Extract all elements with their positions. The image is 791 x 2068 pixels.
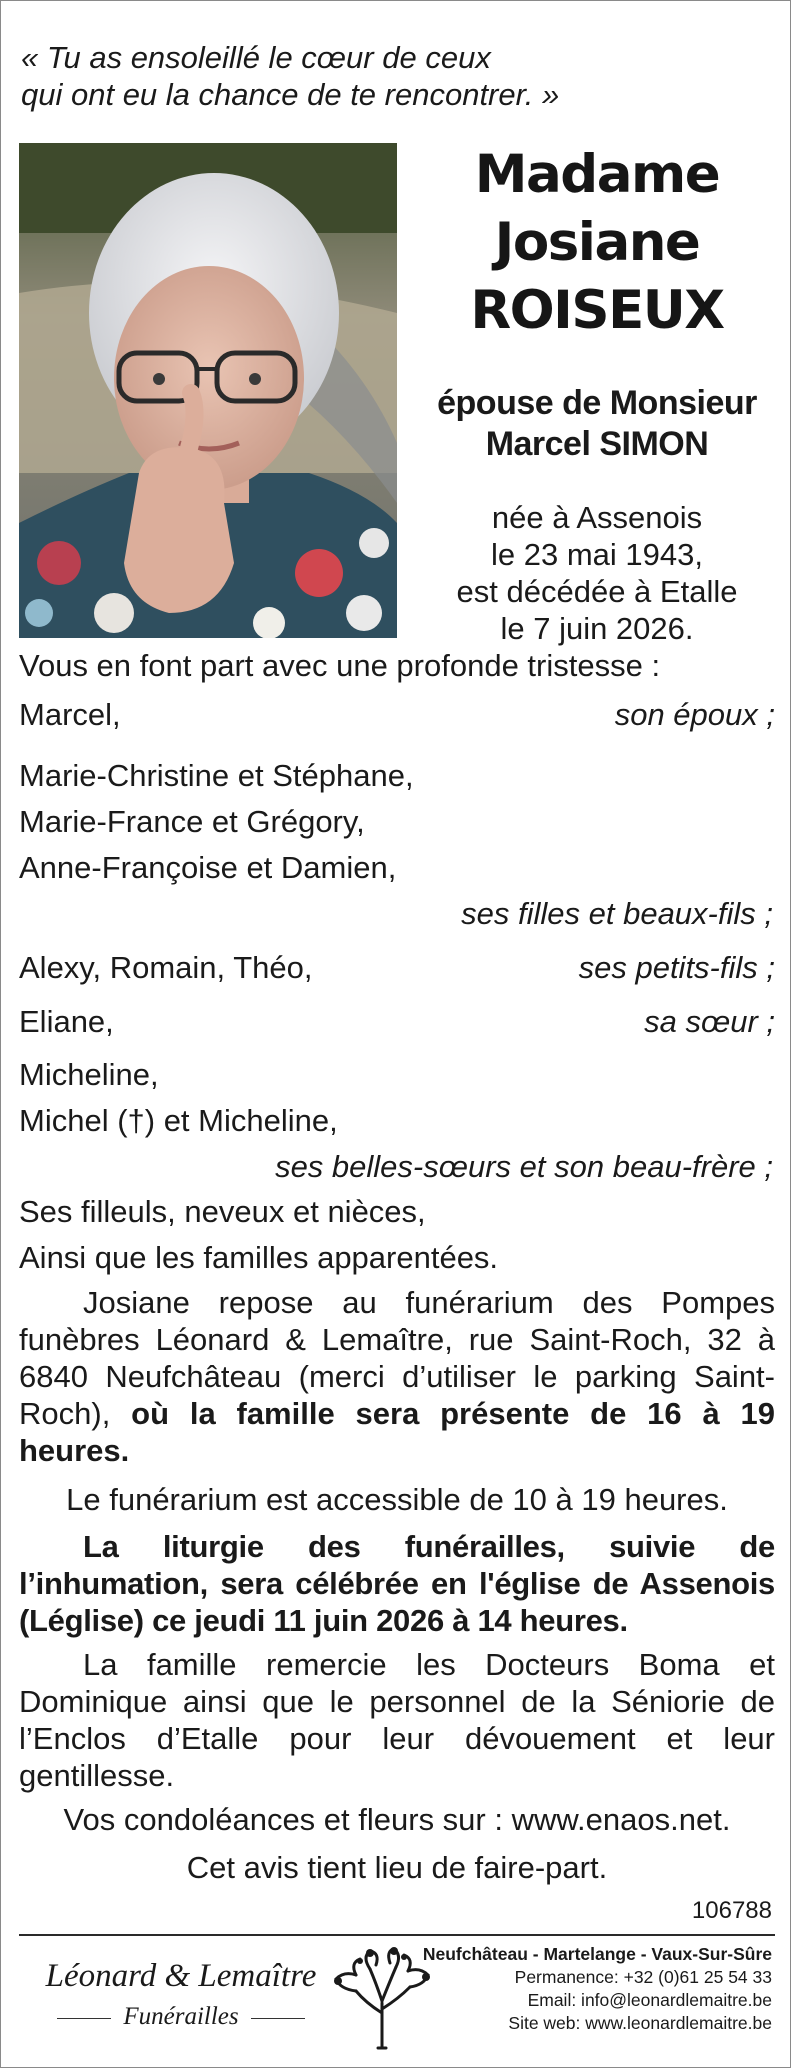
condolences-line: Vos condoléances et fleurs sur : www.enaos.net. <box>63 1802 731 1837</box>
husband-name: Marcel, <box>19 697 121 732</box>
brand-subtitle: Funérailles <box>31 2002 331 2032</box>
contact-website: Site web: www.leonardlemaitre.be <box>508 2013 772 2033</box>
reference-number: 106788 <box>691 1897 772 1924</box>
family-others-1: Ses filleuls, neveux et nièces, <box>19 1194 426 1229</box>
deceased-title: Madame <box>474 144 720 205</box>
family-daughters-2: Marie-France et Grégory, <box>19 804 365 839</box>
visitation-text: Josiane repose au funérarium des Pompes funèbres Léonard & Lemaître, rue Saint-Roch, 32 à 6840 Neufchâteau (merci d’utiliser le parking Saint-Roch), <box>19 1285 775 1431</box>
sister-relation: sa sœur ; <box>644 1004 775 1039</box>
portrait-photo <box>19 143 397 638</box>
spouse-line-1: épouse de Monsieur <box>437 384 757 422</box>
funeral-home-brand <box>31 1956 331 2032</box>
family-row-grandsons <box>19 949 775 986</box>
grandsons-names: Alexy, Romain, Théo, <box>19 950 313 985</box>
family-daughters-1: Marie-Christine et Stéphane, <box>19 758 414 793</box>
family-inlaws-2: Michel (†) et Micheline, <box>19 1103 338 1138</box>
family-daughters-3: Anne-Françoise et Damien, <box>19 850 397 885</box>
inlaws-relation: ses belles-sœurs et son beau-frère ; <box>275 1149 773 1184</box>
family-row-sister <box>19 1003 775 1040</box>
quote-line-1: « Tu as ensoleillé le cœur de ceux <box>21 40 491 75</box>
daughters-relation: ses filles et beaux-fils ; <box>461 896 773 931</box>
visitation-bold: où la famille sera présente de 16 à 19 heures. <box>19 1396 775 1468</box>
brand-name: Léonard & Lemaître <box>45 1958 317 1994</box>
family-others-2: Ainsi que les familles apparentées. <box>19 1240 499 1275</box>
contact-phone: Permanence: +32 (0)61 25 54 33 <box>514 1967 772 1987</box>
grandsons-relation: ses petits-fils ; <box>578 950 775 985</box>
spouse-line-2: Marcel SIMON <box>485 425 709 463</box>
announcement: Vous en font part avec une profonde tristesse : <box>19 648 661 683</box>
death-date: le 7 juin 2026. <box>500 611 694 646</box>
birth-death-info <box>411 499 783 647</box>
contact-info <box>412 1943 772 2035</box>
quote-line-2: qui ont eu la chance de te rencontrer. » <box>21 77 560 112</box>
birth-place: née à Assenois <box>491 500 703 535</box>
visitation-paragraph <box>19 1284 775 1469</box>
footer-divider <box>19 1934 775 1936</box>
deceased-last-name: ROISEUX <box>470 280 724 341</box>
quote <box>21 39 741 113</box>
contact-email: Email: info@leonardlemaitre.be <box>527 1990 772 2010</box>
husband-relation: son époux ; <box>614 697 775 732</box>
thanks-paragraph: La famille remercie les Docteurs Boma et Dominique ainsi que le personnel de la Séniorie de l’Enclos d’Etalle pour leur dévouement et leur gentillesse. <box>19 1647 775 1793</box>
spouse-info <box>411 383 783 465</box>
sister-name: Eliane, <box>19 1004 114 1039</box>
family-inlaws-1: Micheline, <box>19 1057 159 1092</box>
deceased-block <box>411 141 783 647</box>
portrait-image <box>19 143 397 638</box>
contact-locations: Neufchâteau - Martelange - Vaux-Sur-Sûre <box>422 1944 772 1964</box>
funeral-paragraph: La liturgie des funérailles, suivie de l’inhumation, sera célébrée en l'église de Assenois (Léglise) ce jeudi 11 juin 2026 à 14 heures. <box>19 1529 775 1638</box>
deceased-first-name: Josiane <box>494 212 700 273</box>
death-place: est décédée à Etalle <box>456 574 738 609</box>
notice-line: Cet avis tient lieu de faire-part. <box>186 1850 608 1885</box>
family-row-husband <box>19 696 775 733</box>
birth-date: le 23 mai 1943, <box>491 537 703 572</box>
funerarium-hours: Le funérarium est accessible de 10 à 19 heures. <box>66 1482 728 1517</box>
